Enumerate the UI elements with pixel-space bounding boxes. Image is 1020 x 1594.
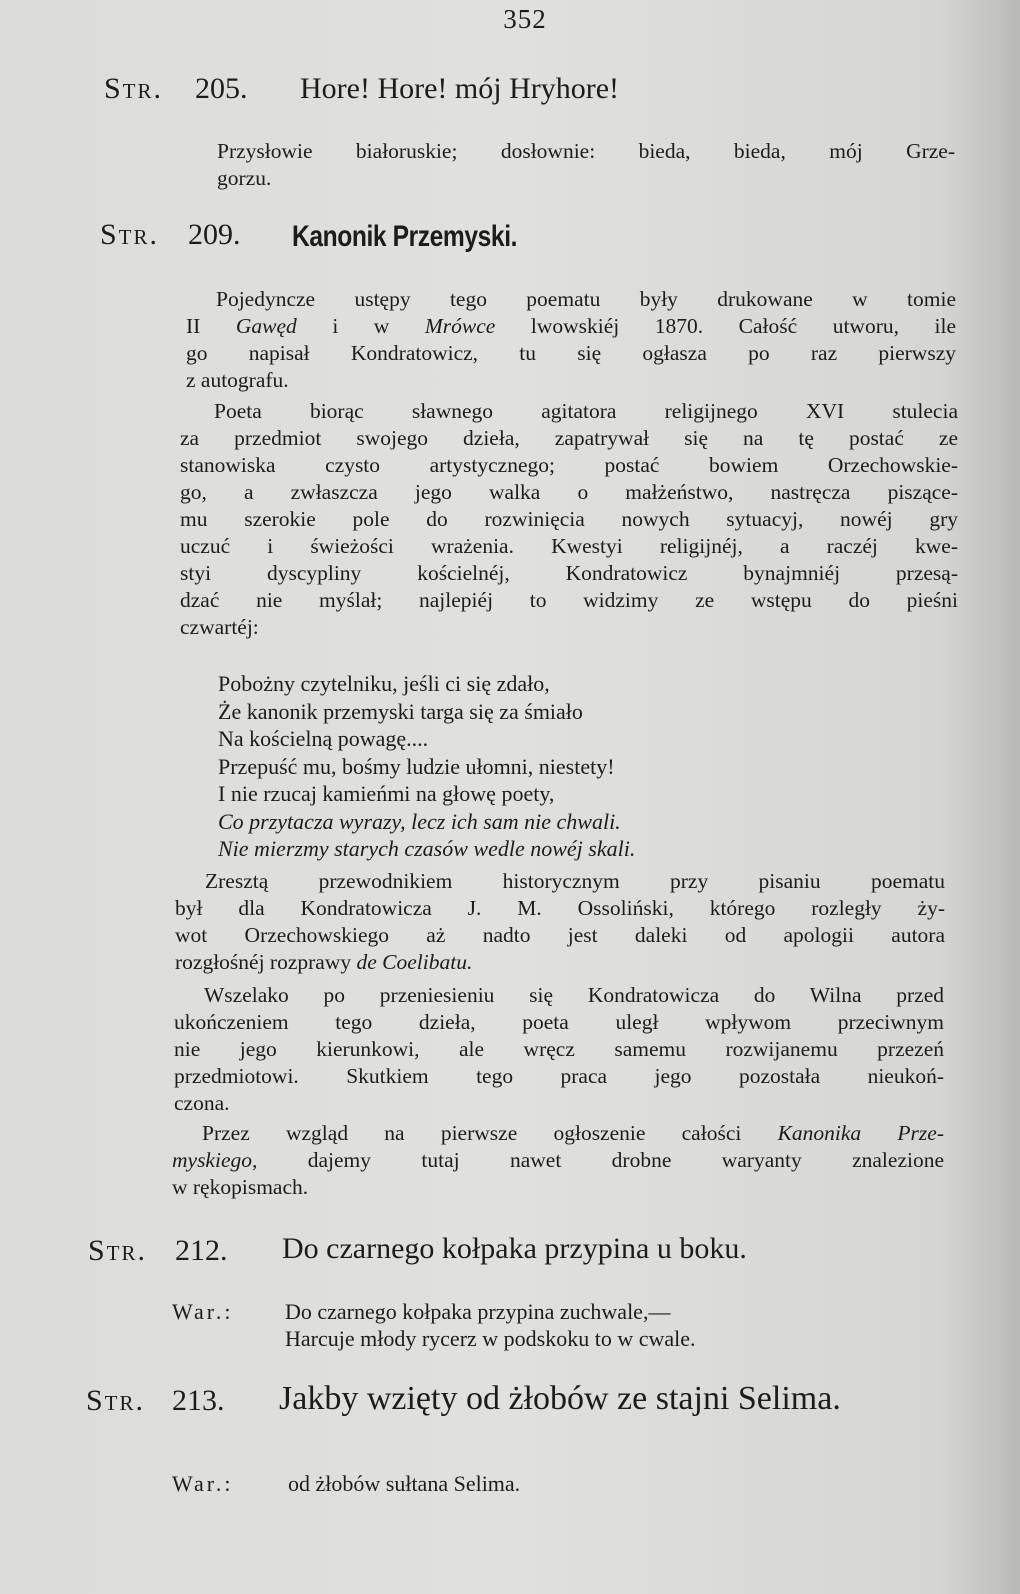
italic-title: Kanonika Prze- (777, 1121, 944, 1145)
paragraph-line: styi dyscypliny kościelnéj, Kondratowicz bynajmniéj przesą- (180, 561, 958, 585)
entry-205-title: Hore! Hore! mój Hryhore! (300, 72, 620, 105)
poem-line: Pobożny czytelniku, jeśli ci się zdało, (218, 671, 550, 696)
entry-212-variant (285, 1298, 696, 1352)
text-span: i w (332, 314, 390, 338)
entry-209-paragraph-3 (175, 868, 945, 976)
paragraph-line: Poeta biorąc sławnego agitatora religijnego XVI stulecia (214, 399, 958, 423)
paragraph-line: Wszelako po przeniesieniu się Kondratowicza do Wilna przed (204, 983, 944, 1007)
entry-209-paragraph-5 (172, 1120, 944, 1201)
variant-line: Do czarnego kołpaka przypina zuchwale,— (285, 1299, 671, 1324)
entry-213-variant-label (172, 1470, 234, 1497)
poem-line: Co przytacza wyrazy, lecz ich sam nie chwali. (218, 808, 621, 834)
entry-213-variant (288, 1470, 520, 1497)
paragraph-line: z autografu. (186, 368, 289, 392)
paragraph-line: wot Orzechowskiego aż nadto jest daleki od apologii autora (175, 923, 945, 947)
poem-line: I nie rzucaj kamieńmi na głowę poety, (218, 781, 555, 806)
variant-label-text: War.: (172, 1471, 234, 1496)
entry-212-number: 212. (175, 1234, 228, 1267)
paragraph-line: go, a zwłaszcza jego walka o małżeństwo, nastręcza piszące- (180, 480, 958, 504)
paragraph-line: nie jego kierunkowi, ale wręcz samemu rozwijanemu przezeń (174, 1037, 944, 1061)
text-span: rozgłośnéj rozprawy (175, 950, 352, 974)
entry-209-number: 209. (188, 218, 241, 251)
entry-213-number: 213. (172, 1384, 225, 1417)
paragraph-line: dzać nie myślał; najlepiéj to widzimy ze wstępu do pieśni (180, 588, 958, 612)
variant-line: Harcuje młody rycerz w podskoku to w cwale. (285, 1326, 696, 1351)
paragraph-line: czwartéj: (180, 615, 259, 639)
poem-line: Przepuść mu, bośmy ludzie ułomni, niestety! (218, 753, 615, 779)
entry-205-label: Str. (104, 72, 164, 105)
paragraph-line: mu szerokie pole do rozwinięcia nowych sytuacyj, nowéj gry (180, 507, 958, 531)
paragraph-line (175, 949, 945, 976)
entry-209-title: Kanonik Przemyski. (292, 220, 518, 253)
entry-205-note-line: Przysłowie białoruskie; dosłownie: bieda, bieda, mój Grze- (217, 139, 955, 163)
paragraph-line: ukończeniem tego dzieła, poeta uległ wpływom przeciwnym (174, 1010, 944, 1034)
italic-title: Mrówce (424, 314, 496, 338)
variant-line: od żłobów sułtana Selima. (288, 1471, 521, 1496)
text-span: Przez wzgląd na pierwsze ogłoszenie całości (202, 1121, 742, 1145)
paragraph-line: był dla Kondratowicza J. M. Ossoliński, którego rozległy ży- (175, 896, 945, 920)
entry-212-label: Str. (88, 1234, 148, 1267)
paragraph-line (172, 1147, 944, 1174)
italic-title: de Coelibatu. (356, 950, 473, 974)
entry-205-note (217, 138, 955, 192)
paragraph-line: za przedmiot swojego dzieła, zapatrywał się na tę postać ze (180, 426, 958, 450)
text-span: dajemy tutaj nawet drobne waryanty znalezione (307, 1148, 944, 1172)
paragraph-line: stanowiska czysto artystycznego; postać bowiem Orzechowskie- (180, 453, 958, 477)
text-span: II (186, 314, 201, 338)
paragraph-line: Pojedyncze ustępy tego poematu były drukowane w tomie (216, 287, 956, 311)
entry-212-title: Do czarnego kołpaka przypina u boku. (282, 1232, 747, 1265)
entry-205-number: 205. (195, 72, 248, 105)
entry-205-note-line: gorzu. (217, 166, 272, 190)
entry-209-paragraph-4 (174, 982, 944, 1117)
paragraph-line: Zresztą przewodnikiem historycznym przy pisaniu poematu (205, 869, 945, 893)
paragraph-line: uczuć i świeżości wrażenia. Kwestyi religijnéj, a raczéj kwe- (180, 534, 958, 558)
poem-line: Że kanonik przemyski targa się za śmiało (218, 698, 583, 724)
entry-212-variant-label (172, 1298, 234, 1325)
italic-title: Gawęd (235, 314, 297, 338)
entry-209-label: Str. (100, 218, 160, 251)
entry-213-label: Str. (86, 1384, 146, 1417)
variant-label-text: War.: (172, 1299, 234, 1324)
paragraph-line (186, 313, 956, 340)
paragraph-line: czona. (174, 1091, 230, 1115)
entry-209-paragraph-1 (186, 286, 956, 394)
entry-209-poem (218, 670, 635, 863)
poem-line: Nie mierzmy starych czasów wedle nowéj skali. (218, 836, 636, 861)
page-number: 352 (503, 4, 547, 34)
paragraph-line: przedmiotowi. Skutkiem tego praca jego pozostała nieukoń- (174, 1064, 944, 1088)
paragraph-line (172, 1120, 944, 1147)
entry-209-paragraph-2 (180, 398, 958, 641)
paragraph-line: w rękopismach. (172, 1175, 309, 1199)
entry-213-title: Jakby wzięty od żłobów ze stajni Selima. (279, 1380, 841, 1417)
italic-title: myskiego, (172, 1148, 258, 1172)
poem-line: Na kościelną powagę.... (218, 726, 429, 751)
paragraph-line: go napisał Kondratowicz, tu się ogłasza po raz pierwszy (186, 341, 956, 365)
text-span: lwowskiéj 1870. Całość utworu, ile (530, 314, 957, 338)
